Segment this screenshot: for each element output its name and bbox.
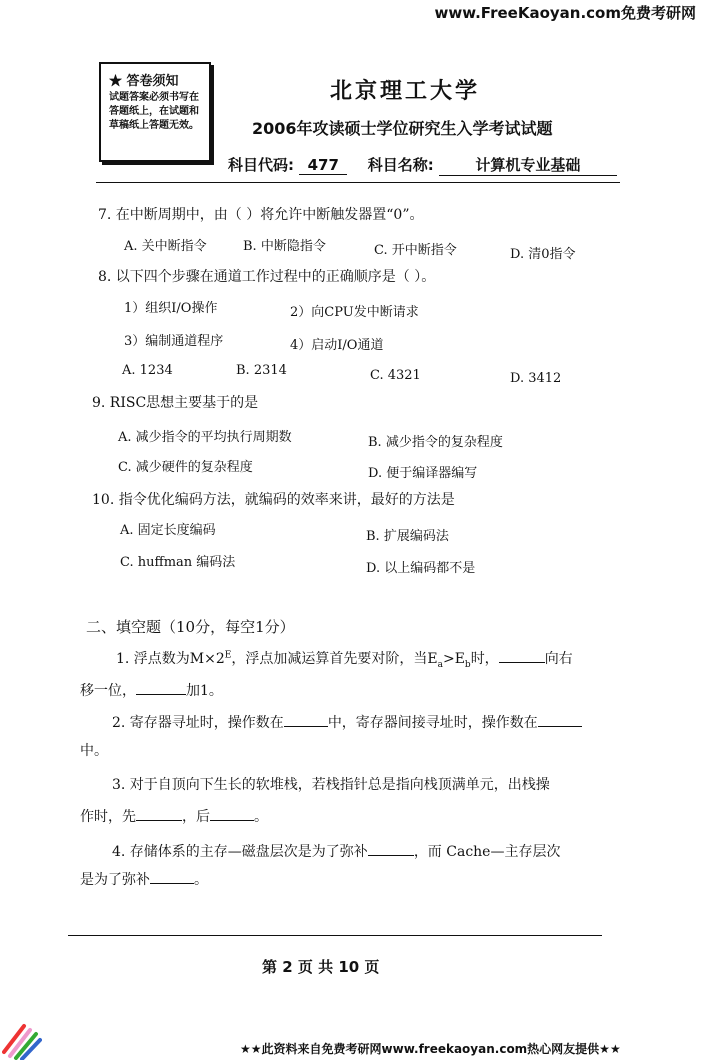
blank-2 xyxy=(136,694,186,695)
page-number: 第 2 页 共 10 页 xyxy=(262,958,380,976)
q9-option-a: A. 减少指令的平均执行周期数 xyxy=(118,430,292,445)
q8-step-1: 1）组织I/O操作 xyxy=(124,301,218,316)
fill-item-2-line-2: 中。 xyxy=(80,743,108,759)
subject-name-label: 科目名称: xyxy=(367,156,434,174)
notice-box xyxy=(99,62,211,162)
subject-code-label: 科目代码: xyxy=(228,156,294,174)
q8-step-3: 3）编制通道程序 xyxy=(124,334,224,349)
q7-option-d: D. 清0指令 xyxy=(510,247,576,262)
fill-item-1-line-2: 移一位， 加1。 xyxy=(80,683,223,699)
bottom-rule xyxy=(68,935,602,936)
q10-option-a: A. 固定长度编码 xyxy=(120,523,216,538)
q7-option-c: C. 开中断指令 xyxy=(374,243,457,258)
university-name: 北京理工大学 xyxy=(330,78,481,104)
question-9-stem: 9. RISC思想主要基于的是 xyxy=(92,395,259,411)
q8-option-c: C. 4321 xyxy=(370,368,421,383)
fill-item-3-line-1: 3. 对于自顶向下生长的软堆栈，若栈指针总是指向栈顶满单元，出栈操 xyxy=(112,777,550,793)
q8-option-b: B. 2314 xyxy=(236,363,287,378)
fill-item-3-line-2: 作时，先 ，后 。 xyxy=(80,809,268,825)
question-8-stem: 8. 以下四个步骤在通道工作过程中的正确顺序是（ ）。 xyxy=(98,269,436,285)
q8-option-d: D. 3412 xyxy=(510,371,562,386)
subject-row xyxy=(228,154,617,176)
question-10-stem: 10. 指令优化编码方法，就编码的效率来讲，最好的方法是 xyxy=(92,492,455,508)
q10-option-d: D. 以上编码都不是 xyxy=(366,561,476,576)
footer-credit: ★★此资料来自免费考研网www.freekaoyan.com热心网友提供★★ xyxy=(240,1042,621,1056)
blank-8 xyxy=(150,883,194,884)
notice-body: 试题答案必须书写在答题纸上，在试题和草稿纸上答题无效。 xyxy=(109,92,199,131)
q8-step-2: 2）向CPU发中断请求 xyxy=(290,305,419,320)
q8-step-4: 4）启动I/O通道 xyxy=(290,338,384,353)
blank-3 xyxy=(284,726,328,727)
site-header-url: www.FreeKaoyan.com免费考研网 xyxy=(434,4,696,22)
fill-item-4-line-2: 是为了弥补 。 xyxy=(80,872,208,888)
q9-option-d: D. 便于编译器编写 xyxy=(368,466,478,481)
subject-name: 计算机专业基础 xyxy=(439,154,617,176)
q9-option-b: B. 减少指令的复杂程度 xyxy=(368,435,503,450)
notice-title: ★ 答卷须知 xyxy=(109,74,179,89)
q7-option-b: B. 中断隐指令 xyxy=(243,239,326,254)
exam-title: 2006年攻读硕士学位研究生入学考试试题 xyxy=(252,119,553,138)
q10-option-c: C. huffman 编码法 xyxy=(120,555,236,570)
blank-7 xyxy=(368,855,414,856)
question-7-stem: 7. 在中断周期中，由（ ）将允许中断触发器置“0”。 xyxy=(98,207,424,223)
blank-4 xyxy=(538,726,582,727)
fill-item-4-line-1: 4. 存储体系的主存—磁盘层次是为了弥补 ，而 Cache—主存层次 xyxy=(112,844,561,860)
q9-option-c: C. 减少硬件的复杂程度 xyxy=(118,460,253,475)
fill-item-1-line-1: 1. 浮点数为$M\times 2^E$，浮点加减运算首先要对阶，当$E_a>E_b$时， 向右 xyxy=(116,650,573,670)
subject-code: 477 xyxy=(299,156,347,175)
q7-option-a: A. 关中断指令 xyxy=(124,239,207,254)
header-rule xyxy=(96,182,620,183)
q8-option-a: A. 1234 xyxy=(122,363,173,378)
blank-6 xyxy=(210,820,254,821)
blank-5 xyxy=(136,820,182,821)
q10-option-b: B. 扩展编码法 xyxy=(366,529,449,544)
fill-item-2-line-1: 2. 寄存器寻址时，操作数在 中，寄存器间接寻址时，操作数在 xyxy=(112,712,582,732)
freekaoyan-logo-icon xyxy=(2,1022,42,1060)
section-2-title: 二、填空题（10分，每空1分） xyxy=(86,618,295,636)
blank-1 xyxy=(499,662,545,663)
